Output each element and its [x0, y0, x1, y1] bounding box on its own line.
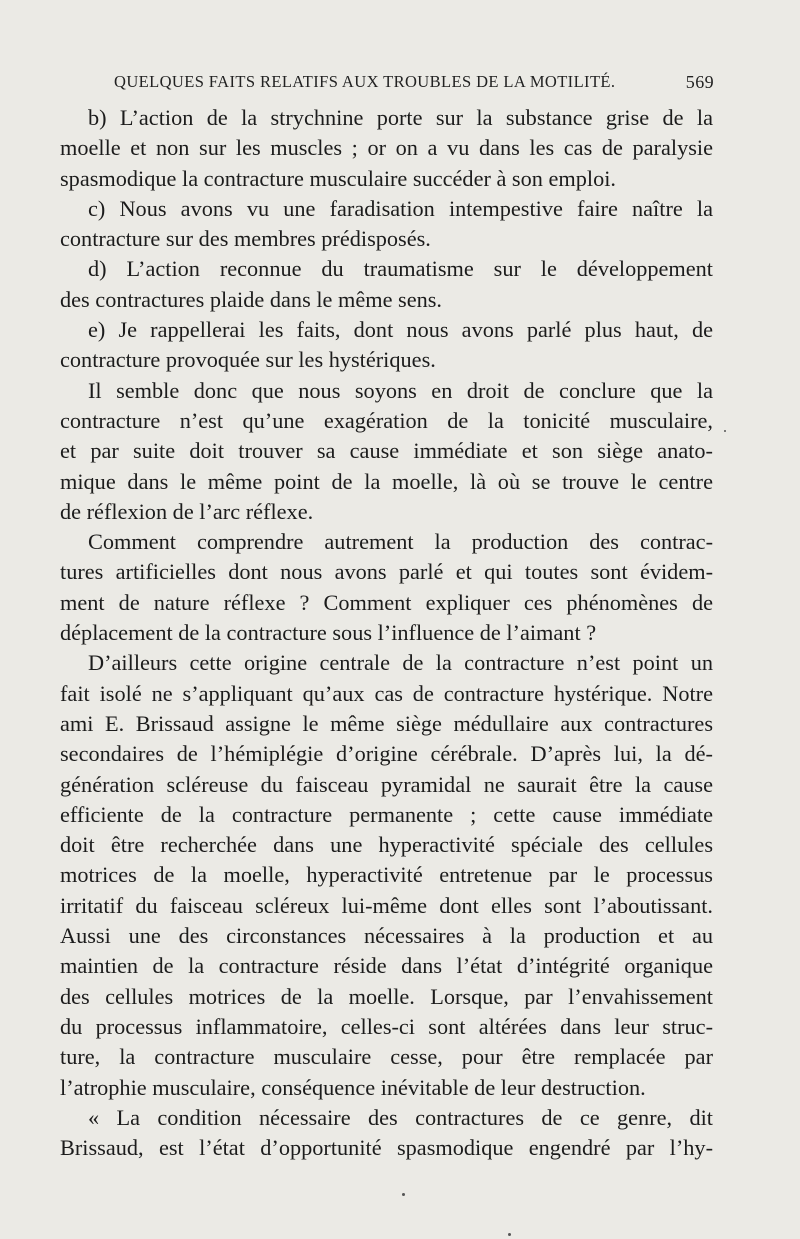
text-line: du processus inflammatoire, celles-ci sont altérées dans leur struc- [60, 1013, 713, 1039]
text-line: déplacement de la contracture sous l’influence de l’aimant ? [60, 620, 597, 646]
text-line: tures artificielles dont nous avons parlé et qui toutes sont évidem- [60, 559, 713, 585]
text-line: fait isolé ne s’appliquant qu’aux cas de contracture hystérique. Notre [60, 680, 713, 706]
text-line: génération scléreuse du faisceau pyramidal ne saurait être la cause [60, 771, 713, 797]
text-line: ami E. Brissaud assigne le même siège médullaire aux contractures [60, 710, 713, 736]
text-line: des cellules motrices de la moelle. Lorsque, par l’envahissement [60, 983, 713, 1009]
text-line: maintien de la contracture réside dans l’état d’intégrité organique [60, 953, 713, 979]
text-line: et par suite doit trouver sa cause immédiate et son siège anato- [60, 438, 713, 464]
text-line: contracture sur des membres prédisposés. [60, 226, 431, 252]
text-line: d) L’action reconnue du traumatisme sur le développement [88, 256, 713, 282]
text-line: contracture n’est qu’une exagération de la tonicité musculaire, [60, 407, 713, 433]
print-speck [508, 1233, 511, 1236]
text-line: secondaires de l’hémiplégie d’origine cérébrale. D’après lui, la dé- [60, 741, 713, 767]
text-line: ture, la contracture musculaire cesse, pour être remplacée par [60, 1044, 713, 1070]
text-line: e) Je rappellerai les faits, dont nous avons parlé plus haut, de [88, 317, 713, 343]
text-line: ment de nature réflexe ? Comment expliquer ces phénomènes de [60, 589, 713, 615]
text-line: D’ailleurs cette origine centrale de la contracture n’est point un [88, 650, 713, 676]
text-line: spasmodique la contracture musculaire succéder à son emploi. [60, 165, 616, 191]
text-line: de réflexion de l’arc réflexe. [60, 498, 314, 524]
text-line: doit être recherchée dans une hyperactivité spéciale des cellules [60, 832, 713, 858]
text-line: motrices de la moelle, hyperactivité entretenue par le processus [60, 862, 713, 888]
text-line: l’atrophie musculaire, conséquence inévitable de leur destruction. [60, 1074, 646, 1100]
text-line: moelle et non sur les muscles ; or on a vu dans les cas de paralysie [60, 135, 713, 161]
print-speck [402, 1193, 405, 1196]
page-number: 569 [685, 72, 714, 92]
text-line: Brissaud, est l’état d’opportunité spasmodique engendré par l’hy- [60, 1135, 713, 1161]
text-line: Comment comprendre autrement la production des contrac- [88, 529, 713, 555]
print-speck [724, 430, 726, 432]
text-line: « La condition nécessaire des contractures de ce genre, dit [88, 1104, 713, 1130]
text-line: irritatif du faisceau scléreux lui-même dont elles sont l’aboutissant. [60, 892, 713, 918]
body-text [60, 103, 713, 1163]
text-line: contracture provoquée sur les hystériques. [60, 347, 436, 373]
text-line: Il semble donc que nous soyons en droit de conclure que la [88, 377, 713, 403]
text-line: c) Nous avons vu une faradisation intempestive faire naître la [88, 195, 713, 221]
text-line: mique dans le même point de la moelle, là où se trouve le centre [60, 468, 713, 494]
text-line: efficiente de la contracture permanente ; cette cause immédiate [60, 801, 713, 827]
text-line: b) L’action de la strychnine porte sur la substance grise de la [88, 105, 713, 130]
running-title: QUELQUES FAITS RELATIFS AUX TROUBLES DE LA MOTILITÉ. [114, 72, 616, 91]
text-line: Aussi une des circonstances nécessaires à la production et au [60, 923, 713, 949]
running-header [114, 72, 714, 100]
text-line: des contractures plaide dans le même sens. [60, 286, 443, 312]
